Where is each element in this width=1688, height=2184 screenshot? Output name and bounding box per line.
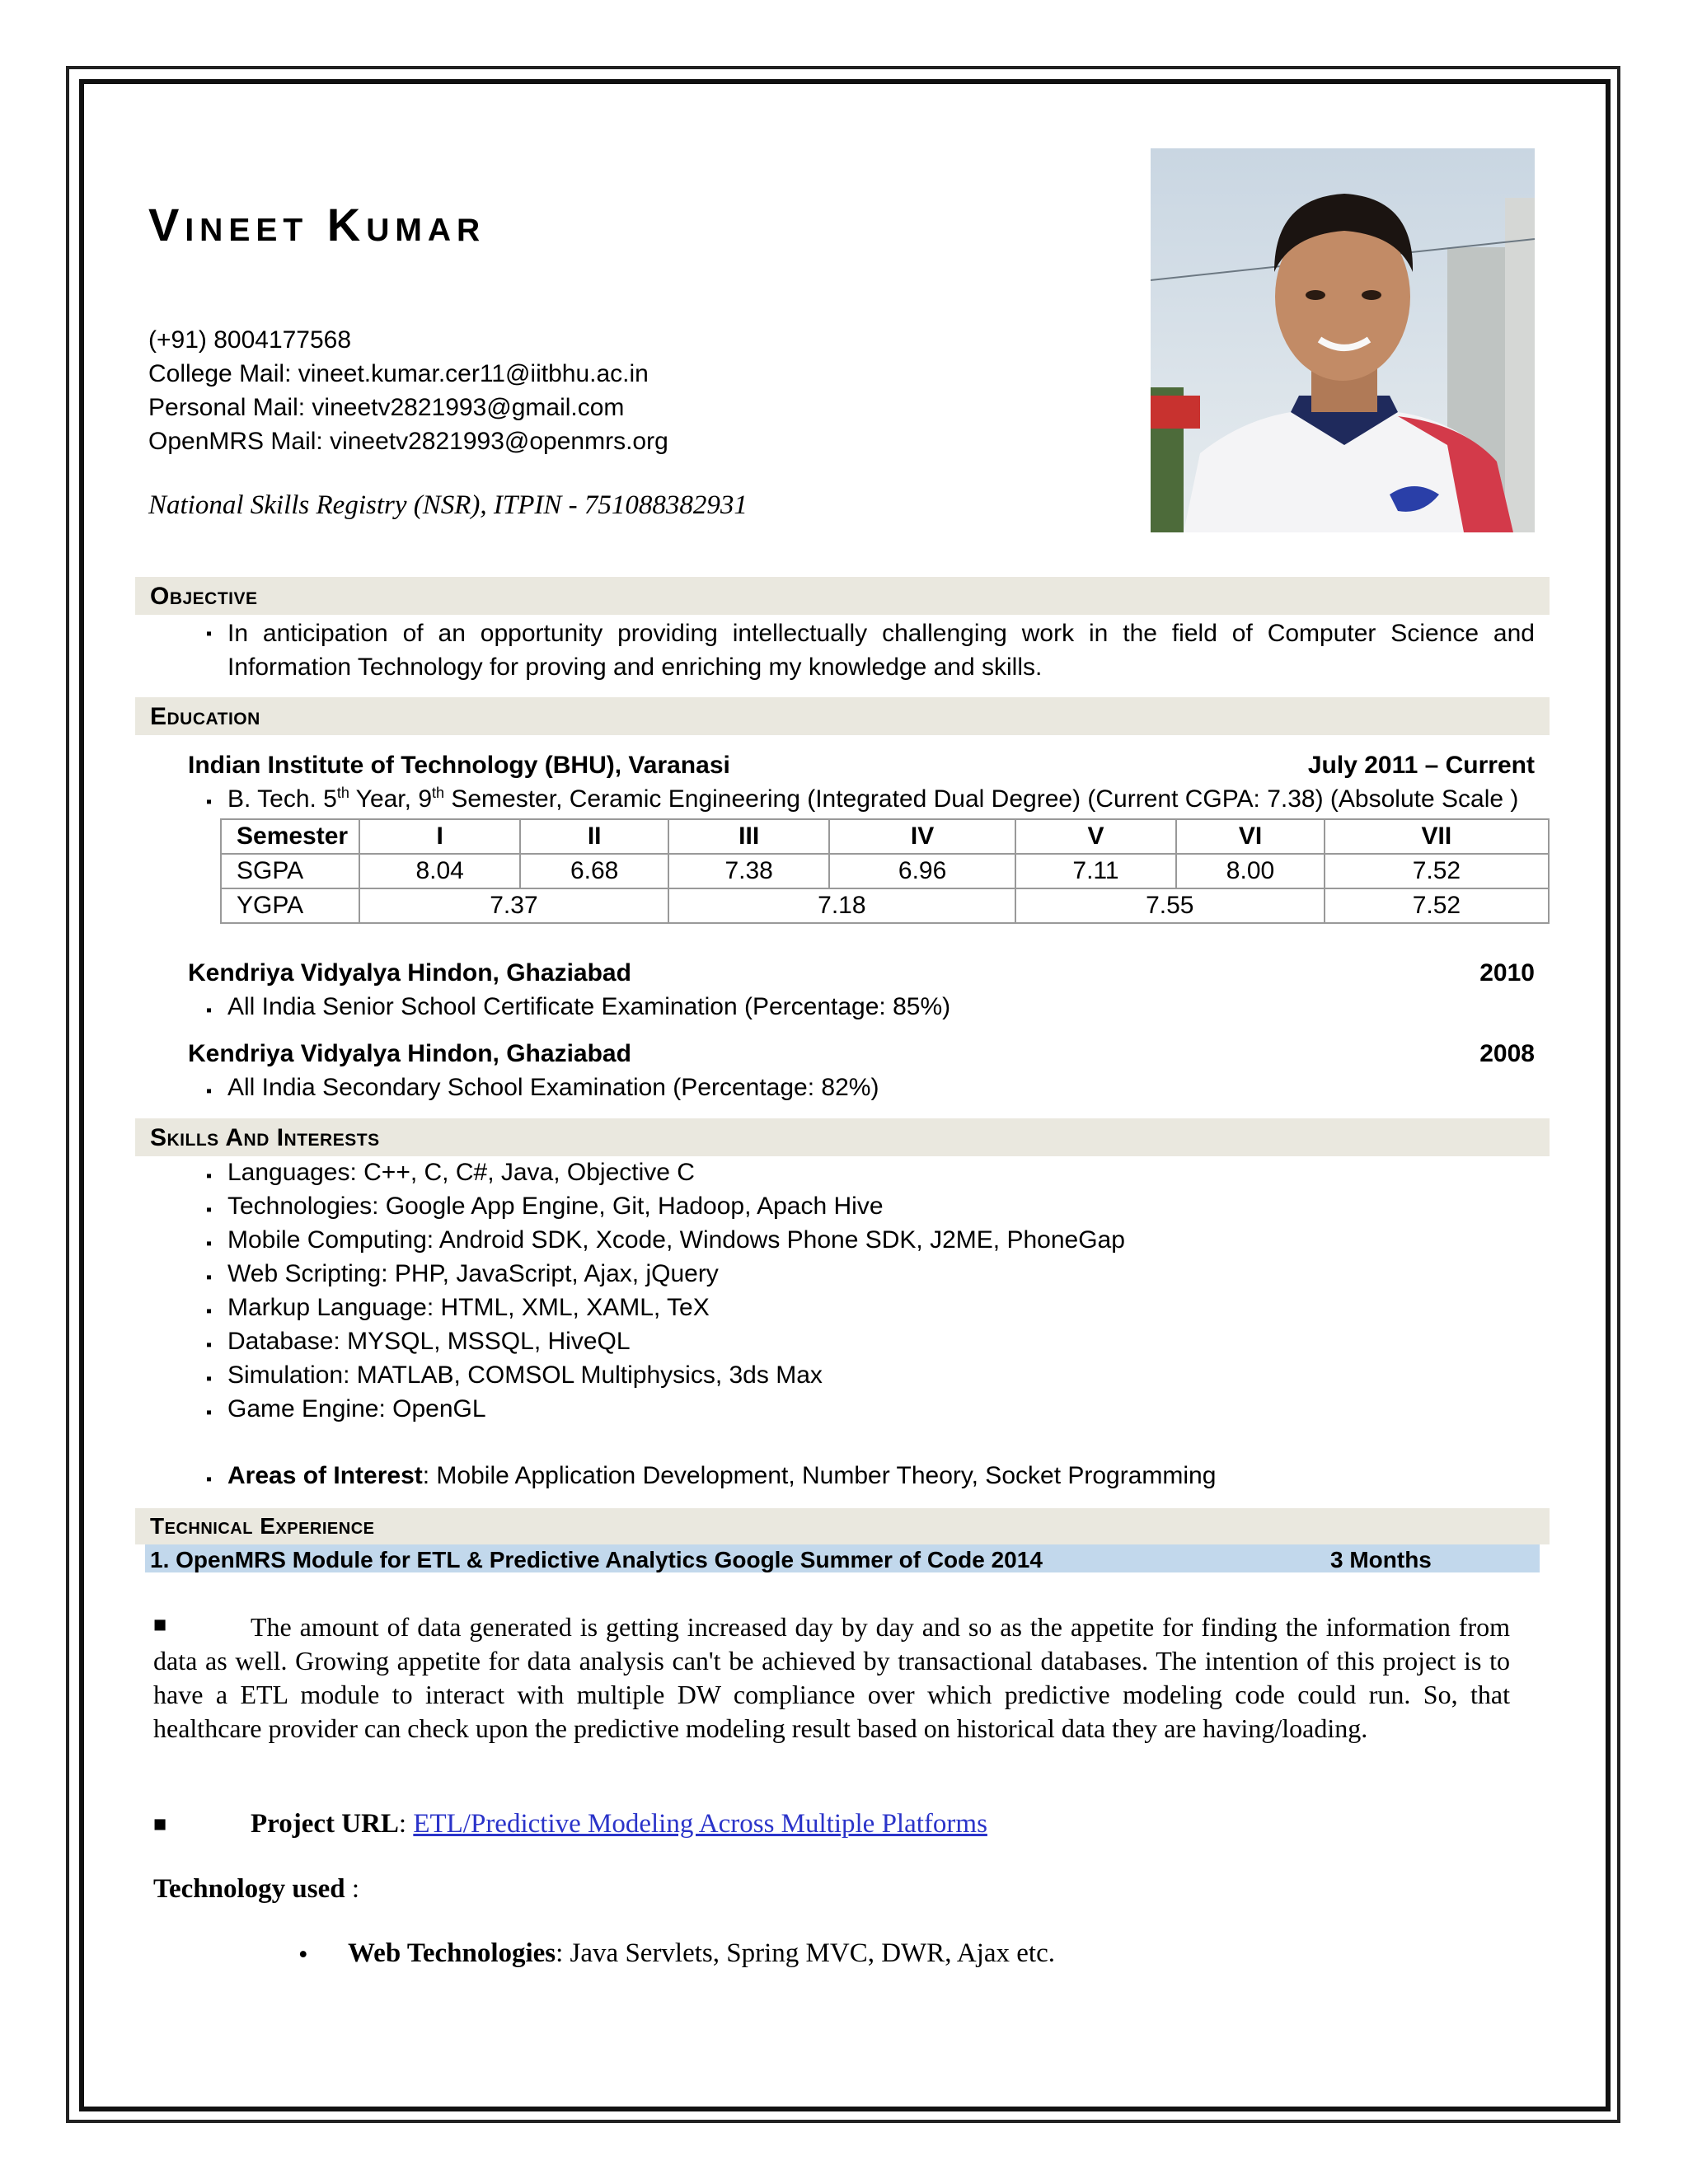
table-row-ygpa [221, 888, 1549, 923]
project-duration: 3 Months [1330, 1547, 1432, 1572]
areas-of-interest: ▪ Areas of Interest: Mobile Application Development, Number Theory, Socket Programming [227, 1462, 1216, 1490]
kv1-school: Kendriya Vidyalya Hindon, Ghaziabad [188, 959, 631, 987]
skill-item: ▪ Markup Language: HTML, XML, XAML, TeX [227, 1294, 710, 1322]
college-mail[interactable]: College Mail: vineet.kumar.cer11@iitbhu.ac.in [148, 360, 649, 387]
table-row-header [221, 819, 1549, 854]
table-cell: 7.52 [1325, 854, 1549, 888]
bullet-dot-icon: • [298, 1940, 308, 1970]
table-header-cell: III [668, 819, 829, 854]
education-heading: Education [150, 703, 260, 730]
education-section-bar [135, 697, 1550, 735]
table-cell: 6.96 [829, 854, 1015, 888]
skill-item: ▪ Simulation: MATLAB, COMSOL Multiphysics, 3ds Max [227, 1361, 823, 1390]
skill-item: ▪ Languages: C++, C, C#, Java, Objective C [227, 1159, 695, 1187]
iit-date: July 2011 – Current [1307, 752, 1535, 779]
table-header-cell: IV [829, 819, 1015, 854]
table-cell: 7.11 [1015, 854, 1176, 888]
nsr-registry: National Skills Registry (NSR), ITPIN - 751088382931 [148, 490, 748, 520]
table-header-cell: I [359, 819, 520, 854]
skill-item: ▪ Database: MYSQL, MSSQL, HiveQL [227, 1328, 631, 1356]
table-header-cell: VII [1325, 819, 1549, 854]
square-bullet-icon: ■ [153, 1612, 167, 1637]
skill-item: ▪ Web Scripting: PHP, JavaScript, Ajax, jQuery [227, 1260, 719, 1288]
objective-heading: Objective [150, 583, 258, 610]
kv2-detail: ▪ All India Secondary School Examination (Percentage: 82%) [227, 1074, 879, 1102]
skills-heading: Skills And Interests [150, 1124, 380, 1151]
table-cell: 7.52 [1325, 888, 1549, 923]
tech-item: Web Technologies: Java Servlets, Spring MVC, DWR, Ajax etc. [348, 1938, 1055, 1968]
grades-table [220, 818, 1550, 924]
iit-degree: ▪ B. Tech. 5th Year, 9th Semester, Ceramic Engineering (Integrated Dual Degree) (Current CGPA: 7.38) (Absolute Scale ) [227, 785, 1518, 813]
table-cell: 8.00 [1176, 854, 1325, 888]
table-cell: 7.55 [1015, 888, 1325, 923]
kv2-year: 2008 [1479, 1040, 1535, 1067]
project-description: The amount of data generated is getting increased day by day and so as the appetite for finding the information from data as well. Growing appetite for data analysis can't be achieved by transactional databases. The intention of this project is to have a ETL module to interact with multiple DW compliance over which predictive modeling code could run. So, that healthcare provider can check upon the predictive modeling result based on historical data they are having/loading. [153, 1612, 1510, 1743]
phone-number: (+91) 8004177568 [148, 326, 352, 354]
kv1-detail: ▪ All India Senior School Certificate Examination (Percentage: 85%) [227, 993, 950, 1021]
technology-used-label: Technology used : [153, 1874, 360, 1904]
kv2-school: Kendriya Vidyalya Hindon, Ghaziabad [188, 1040, 631, 1067]
table-cell: 8.04 [359, 854, 520, 888]
project-title: 1. OpenMRS Module for ETL & Predictive Analytics Google Summer of Code 2014 [150, 1547, 1043, 1572]
profile-photo [1151, 148, 1535, 532]
kv1-year: 2010 [1479, 959, 1535, 987]
table-header-cell: VI [1176, 819, 1325, 854]
skill-item: ▪ Technologies: Google App Engine, Git, Hadoop, Apach Hive [227, 1193, 884, 1221]
table-cell: 7.37 [359, 888, 668, 923]
candidate-name: Vineet Kumar [148, 199, 486, 251]
contact-block [148, 323, 668, 458]
table-cell: 7.38 [668, 854, 829, 888]
table-cell: YGPA [221, 888, 359, 923]
table-header-cell: V [1015, 819, 1176, 854]
openmrs-mail[interactable]: OpenMRS Mail: vineetv2821993@openmrs.org [148, 428, 668, 455]
objective-text: ▪ In anticipation of an opportunity providing intellectually challenging work in the field of Computer Science and Information Technology for proving and enriching my knowledge and skills. [227, 616, 1535, 684]
objective-section-bar [135, 577, 1550, 615]
table-header-cell: II [520, 819, 668, 854]
experience-heading: Technical Experience [150, 1513, 375, 1539]
square-bullet-icon: ■ [153, 1811, 167, 1836]
table-cell: 6.68 [520, 854, 668, 888]
project-url-link[interactable]: ETL/Predictive Modeling Across Multiple Platforms [413, 1809, 987, 1839]
table-header-cell: Semester [221, 819, 359, 854]
table-row-sgpa [221, 854, 1549, 888]
project-url-line: Project URL: ETL/Predictive Modeling Across Multiple Platforms [251, 1809, 987, 1839]
personal-mail[interactable]: Personal Mail: vineetv2821993@gmail.com [148, 394, 625, 421]
table-cell: 7.18 [668, 888, 1015, 923]
skill-item: ▪ Mobile Computing: Android SDK, Xcode, Windows Phone SDK, J2ME, PhoneGap [227, 1226, 1125, 1254]
iit-institute: Indian Institute of Technology (BHU), Varanasi [188, 752, 730, 779]
table-cell: SGPA [221, 854, 359, 888]
skill-item: ▪ Game Engine: OpenGL [227, 1395, 486, 1423]
